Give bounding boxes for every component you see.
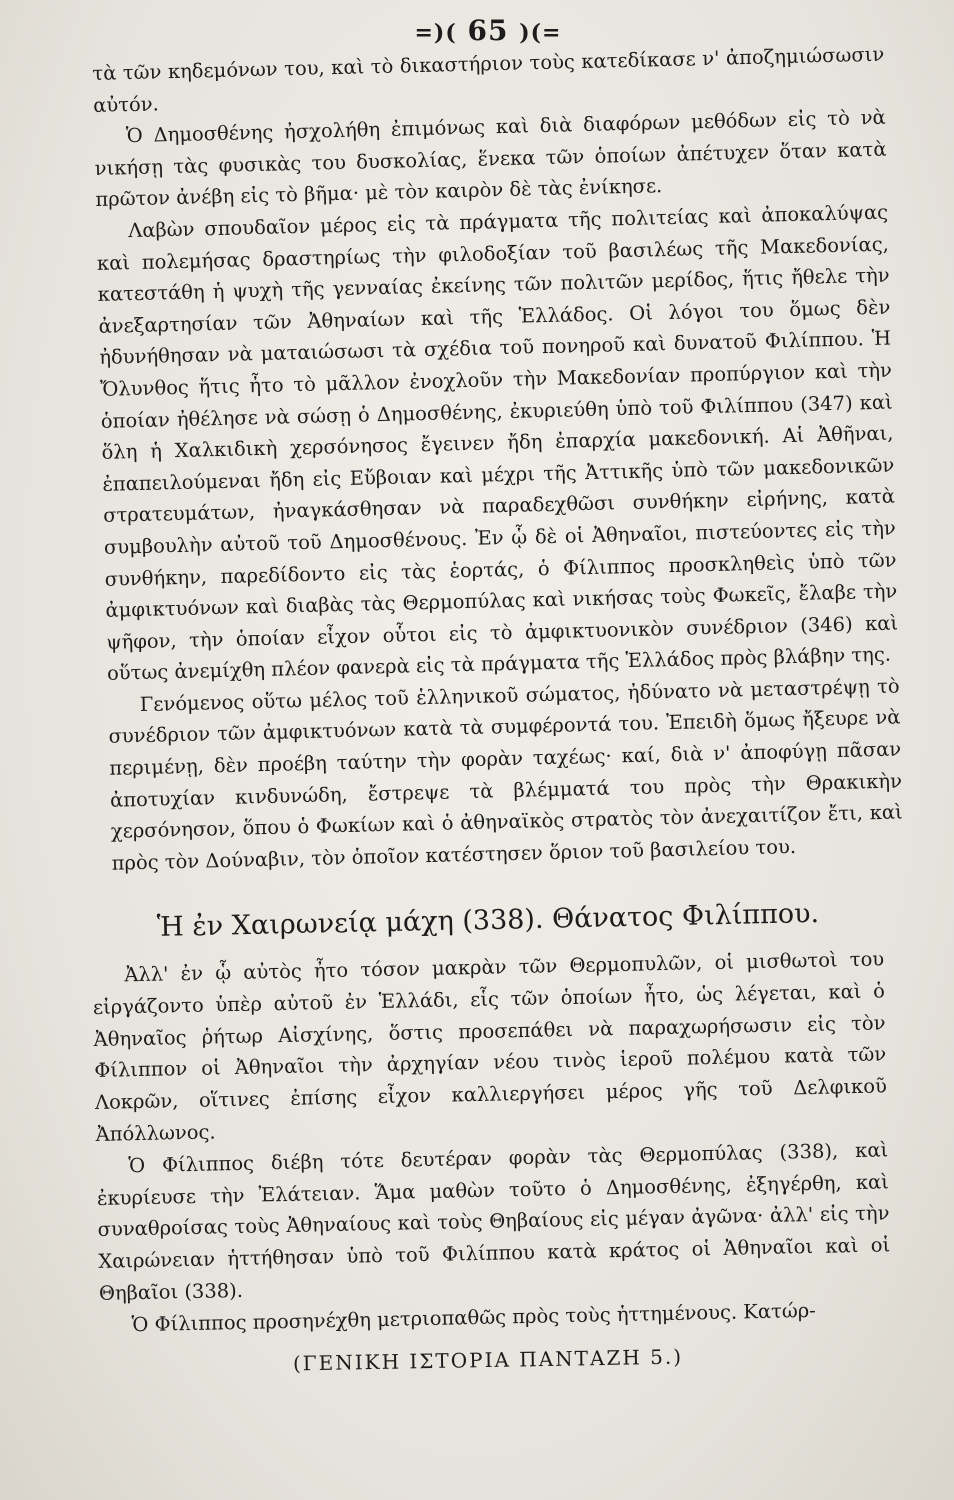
right-ornament: )(= [519, 20, 562, 46]
body-text-top [92, 39, 904, 880]
paragraph: Ἀλλ' ἐν ᾧ αὐτὸς ἦτο τόσον μακρὰν τῶν Θερμοπυλῶν, οἱ μισθωτοὶ του εἰργάζοντο ὑπὲρ αὐτοῦ ἐν Ἑλλάδι, εἷς τῶν ὁποίων ἦτο, ὡς λέγεται, καὶ ὁ Ἀθηναῖος ῥήτωρ Αἰσχίνης, ὅστις προσεπάθει νὰ παραχωρήσωσιν εἰς τὸν Φίλιππον οἱ Ἀθηναῖοι τὴν ἀρχηγίαν νέου τινὸς ἱεροῦ πολέμου κατὰ τῶν Λοκρῶν, οἵτινες ἐπίσης εἶχον καλλιεργήσει μέρος γῆς τοῦ Δελφικοῦ Ἀπόλλωνος. [92, 947, 888, 1147]
body-text-bottom [92, 944, 892, 1342]
paragraph: Ὁ Φίλιππος διέβη τότε δευτέραν φορὰν τὰς Θερμοπύλας (338), καὶ ἐκυρίευσε τὴν Ἐλάτειαν. Ἅμα μαθὼν τοῦτο ὁ Δημοσθένης, ἐξηγέρθη, καὶ συναθροίσας τοὺς Ἀθηναίους καὶ τοὺς Θηβαίους εἰς μέγαν ἀγῶνα· ἀλλ' εἰς τὴν Χαιρώνειαν ἡττήθησαν ὑπὸ τοῦ Φιλίππου κατὰ κράτος οἱ Ἀθηναῖοι καὶ οἱ Θηβαῖοι (338). [96, 1138, 891, 1306]
left-ornament: =)( [414, 20, 457, 46]
paragraph: Ὁ Φίλιππος προσηνέχθη μετριοπαθῶς πρὸς τοὺς ἡττημένους. Κατώρ- [131, 1299, 816, 1337]
paragraph: Λαβὼν σπουδαῖον μέρος εἰς τὰ πράγματα τῆς πολιτείας καὶ ἀποκαλύψας καὶ πολεμήσας δραστηρίως τὴν φιλοδοξίαν τοῦ βασιλέως τῆς Μακεδονίας, κατεστάθη ἡ ψυχὴ τῆς γενναίας ἐκείνης τῶν πολιτῶν μερίδος, ἥτις ἤθελε τὴν ἀνεξαρτησίαν τῶν Ἀθηναίων καὶ τῆς Ἑλλάδος. Οἱ λόγοι του ὅμως δὲν ἠδυνήθησαν νὰ ματαιώσωσι τὰ σχέδια τοῦ πονηροῦ καὶ δυνατοῦ Φιλίππου. Ἡ Ὄλυνθος ἥτις ἦτο τὸ μᾶλλον ἐνοχλοῦν τὴν Μακεδονίαν προπύργιον καὶ τὴν ὁποίαν ἠθέλησε νὰ σώσῃ ὁ Δημοσθένης, ἐκυριεύθη ὑπὸ τοῦ Φιλίππου (347) καὶ ὅλη ἡ Χαλκιδικὴ χερσόνησος ἔγεινεν ἤδη ἐπαρχία μακεδονική. Αἱ Ἀθῆναι, ἐπαπειλούμεναι ἤδη εἰς Εὔβοιαν καὶ μέχρι τῆς Ἀττικῆς ὑπὸ τῶν μακεδονικῶν στρατευμάτων, ἠναγκάσθησαν νὰ παραδεχθῶσι συνθήκην εἰρήνης, κατὰ συμβουλὴν αὐτοῦ τοῦ Δημοσθένους. Ἐν ᾧ δὲ οἱ Ἀθηναῖοι, πιστεύοντες εἰς τὴν συνθήκην, παρεδίδοντο εἰς τὰς ἑορτάς, ὁ Φίλιππος προσκληθεὶς ὑπὸ τῶν ἀμφικτυόνων καὶ διαβὰς τὰς Θερμοπύλας καὶ νικήσας τοὺς Φωκεῖς, ἔλαβε τὴν ψῆφον, τὴν ὁποίαν εἶχον οὗτοι εἰς τὸ ἀμφικτυονικὸν συνέδριον (346) καὶ οὕτως ἀνεμίχθη πλέον φανερὰ εἰς τὰ πράγματα τῆς Ἑλλάδος πρὸς βλάβην της. [96, 200, 899, 686]
section-heading: Ἡ ἐν Χαιρωνείᾳ μάχη (338). Θάνατος Φιλίππου. [156, 898, 820, 944]
paragraph: Γενόμενος οὕτω μέλος τοῦ ἑλληνικοῦ σώματος, ἠδύνατο νὰ μεταστρέψῃ τὸ συνέδριον τῶν ἀμφικτυόνων κατὰ τὰ συμφέροντά του. Ἐπειδὴ ὅμως ἤξευρε νὰ περιμένῃ, δὲν προέβη ταύτην τὴν φορὰν ταχέως· καί, διὰ ν' ἀποφύγῃ πᾶσαν ἀποτυχίαν κινδυνώδη, ἔστρεψε τὰ βλέμματά του πρὸς τὴν Θρακικὴν χερσόνησον, ὅπου ὁ Φωκίων καὶ ὁ ἀθηναϊκὸς στρατὸς τὸν ἀνεχαιτίζον ἔτι, καὶ πρὸς τὸν Δούναβιν, τὸν ὁποῖον κατέστησεν ὅριον τοῦ βασιλείου του. [108, 674, 903, 875]
paragraph: Ὁ Δημοσθένης ἠσχολήθη ἐπιμόνως καὶ διὰ διαφόρων μεθόδων εἰς τὸ νὰ νικήσῃ τὰς φυσικὰς του δυσκολίας, ἕνεκα τῶν ὁποίων ἀπέτυχεν ὅταν κατὰ πρῶτον ἀνέβη εἰς τὸ βῆμα· μὲ τὸν καιρὸν δὲ τὰς ἐνίκησε. [94, 105, 887, 212]
page-number: 65 [467, 14, 509, 47]
paragraph: τὰ τῶν κηδεμόνων του, καὶ τὸ δικαστήριον τοὺς κατεδίκασε ν' ἀποζημιώσωσιν αὐτόν. [92, 42, 885, 117]
page-footer-signature: (ΓΕΝΙΚΗ ΙΣΤΟΡΙΑ ΠΑΝΤΑΖΗ 5.) [292, 1344, 684, 1376]
